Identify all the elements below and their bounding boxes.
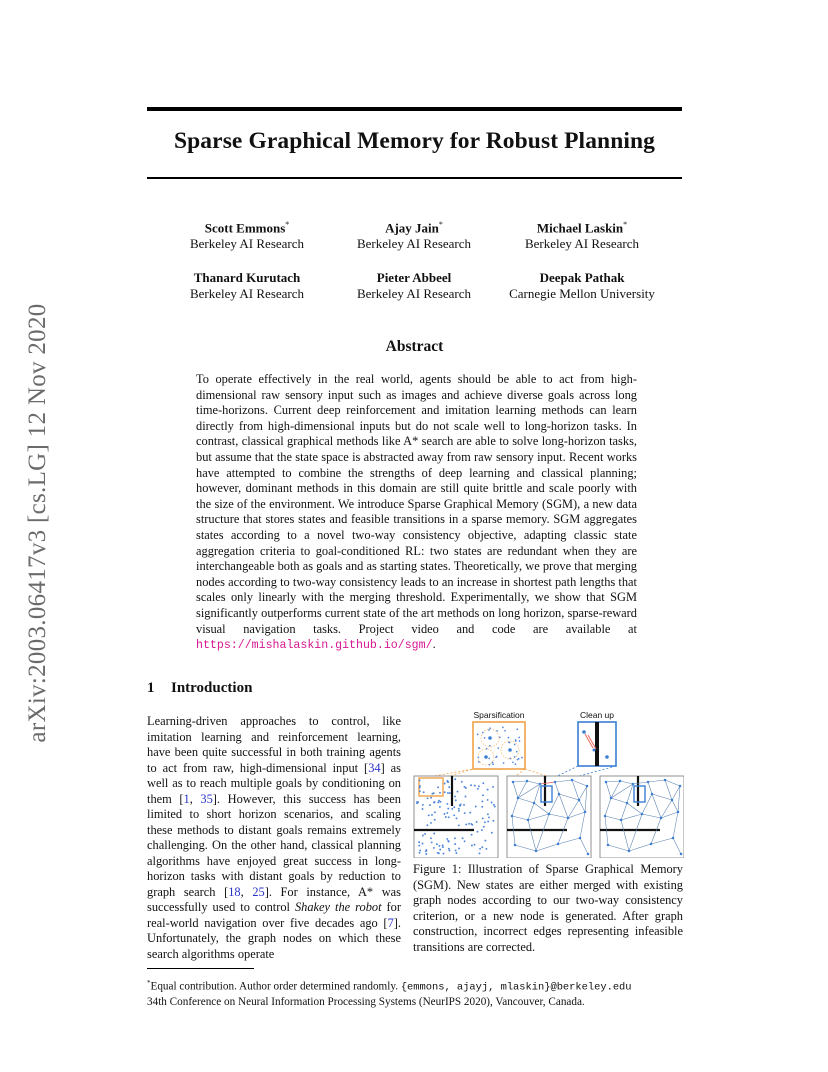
state-dot (446, 803, 448, 805)
graph-node (641, 813, 644, 816)
author-block (492, 270, 672, 302)
graph-node (679, 785, 682, 788)
state-dot (479, 848, 481, 850)
state-dot (471, 845, 473, 847)
graph-node (672, 837, 675, 840)
intro-text: Learning-driven approaches to control, like imitation learning and reinforcement learning, have been quite successful in both training agents to act from raw, high-dimensional input [ (147, 714, 401, 775)
state-dot (444, 783, 446, 785)
state-dot (419, 787, 421, 789)
graph-node (664, 779, 667, 782)
state-dot (449, 792, 451, 794)
state-dot (496, 730, 498, 732)
state-dot (481, 829, 483, 831)
graph-node (620, 819, 623, 822)
state-dot (465, 796, 467, 798)
state-dot (437, 801, 439, 803)
cleanup-zoom-panel (543, 722, 616, 783)
state-dot (514, 756, 516, 758)
graph-node (488, 736, 492, 740)
state-dot (470, 784, 472, 786)
intro-paragraph (147, 714, 401, 962)
intro-emphasis: Shakey the robot (294, 900, 382, 914)
state-dot (454, 843, 456, 845)
author-affiliation: Berkeley AI Research (524, 236, 640, 252)
state-dot (419, 850, 421, 852)
author-name: Thanard Kurutach (193, 270, 301, 285)
figure-label-sparsification: Sparsification (473, 710, 525, 720)
state-dot (482, 817, 484, 819)
graph-node (511, 815, 514, 818)
author-affiliation: Berkeley AI Research (356, 236, 472, 252)
state-dot (515, 740, 517, 742)
state-dot (436, 843, 438, 845)
figure-illustration (412, 708, 684, 858)
panel-sparse-graph (507, 776, 591, 858)
state-dot (508, 737, 510, 739)
footnote (147, 976, 682, 1009)
state-dot (470, 823, 472, 825)
graph-node (558, 793, 561, 796)
state-dot (463, 804, 465, 806)
state-dot (438, 845, 440, 847)
graph-node (680, 853, 683, 856)
intro-text: , (189, 791, 201, 806)
state-dot (474, 844, 476, 846)
state-dot (422, 843, 424, 845)
state-dot (437, 786, 439, 788)
footnote-emails: {emmons, ajayj, mlaskin}@berkeley.edu (400, 981, 632, 994)
state-dot (482, 732, 484, 734)
state-dot (454, 778, 456, 780)
state-dot (481, 800, 483, 802)
state-dot (460, 803, 462, 805)
state-dot (446, 838, 448, 840)
state-dot (475, 806, 477, 808)
state-dot (444, 791, 446, 793)
graph-node (535, 850, 538, 853)
abstract-end: . (432, 637, 436, 652)
state-dot (504, 730, 506, 732)
state-dot (418, 841, 420, 843)
figure-label-cleanup: Clean up (579, 710, 615, 720)
state-dot (492, 820, 494, 822)
citation-link[interactable]: 7 (387, 915, 394, 930)
title-bottom-rule (147, 177, 682, 179)
state-dot (422, 835, 424, 837)
state-dot (424, 833, 426, 835)
graph-node (628, 850, 631, 853)
state-dot (448, 848, 450, 850)
citation-link[interactable]: 1 (183, 791, 190, 806)
state-dot (489, 764, 491, 766)
state-dot (489, 727, 491, 729)
state-dot (497, 747, 499, 749)
state-dot (509, 758, 511, 760)
author-name: Ajay Jain (385, 220, 439, 236)
state-dot (487, 799, 489, 801)
graph-node (484, 755, 488, 759)
equal-contribution-mark: * (623, 220, 628, 229)
graph-node (512, 781, 515, 784)
state-dot (431, 793, 433, 795)
state-dot (495, 756, 497, 758)
state-dot (444, 813, 446, 815)
state-dot (465, 823, 467, 825)
panel-cleaned-graph (600, 776, 684, 858)
graph-node (526, 780, 529, 783)
state-dot (430, 797, 432, 799)
graph-node (527, 819, 530, 822)
state-dot (442, 846, 444, 848)
state-dot (430, 837, 432, 839)
author-affiliation: Berkeley AI Research (189, 286, 305, 301)
state-dot (433, 847, 435, 849)
sparsification-zoom-panel (423, 722, 553, 778)
state-dot (439, 806, 441, 808)
footnote-text: Equal contribution. Author order determined randomly. (150, 980, 399, 993)
state-dot (427, 797, 429, 799)
graph-node (605, 781, 608, 784)
panel-dense-states (414, 776, 498, 858)
citation-link[interactable]: 25 (252, 884, 265, 899)
state-dot (456, 817, 458, 819)
graph-node (651, 793, 654, 796)
abstract-text: To operate effectively in the real world, agents should be able to act from high-dimensional raw sensory input such as images and achieve diverse goals across long time-horizons. Current deep reinforcement and imitation learning methods can learn directly from high-dimensional inputs but do not scale well to long-horizon tasks. In contrast, classical graphical methods like A* search are able to solve long-horizon tasks, but assume that the state space is abstracted away from raw sensory input. Recent works have attempted to combine the strengths of deep learning and classical planning; however, dominant methods in this domain are still quite brittle and scale poorly with the size of the environment. We introduce Sparse Graphical Memory (SGM), a new data structure that stores states and feasible transitions in a sparse memory. SGM aggregates states according to a novel two-way consistency objective, adapting classic state aggregation criteria to goal-conditioned RL: two states are redundant when they are interchangeable both as goals and as starting states. Theoretically, we prove that merging nodes according to two-way consistency leads to an increase in shortest path lengths that scales only linearly with the merging threshold. Experimentally, we show that SGM significantly outperforms current state of the art methods on long horizon, sparse-reward visual navigation tasks. Project video and code are available at (196, 372, 637, 636)
state-dot (453, 806, 455, 808)
state-dot (479, 747, 481, 749)
citation-link[interactable]: 34 (368, 760, 381, 775)
state-dot (447, 781, 449, 783)
state-dot (431, 814, 433, 816)
state-dot (477, 788, 479, 790)
graph-node (571, 779, 574, 782)
state-dot (431, 841, 433, 843)
state-dot (446, 812, 448, 814)
state-dot (509, 742, 511, 744)
state-dot (502, 727, 504, 729)
venue-note: 34th Conference on Neural Information Processing Systems (NeurIPS 2020), Vancouver, Canada. (147, 995, 585, 1008)
state-dot (493, 804, 495, 806)
author-block (157, 217, 337, 252)
graph-node (508, 748, 512, 752)
state-dot (447, 840, 449, 842)
author-name: Michael Laskin (536, 220, 624, 236)
graph-node (539, 783, 542, 786)
state-dot (430, 822, 432, 824)
graph-node (660, 817, 663, 820)
state-dot (443, 853, 445, 855)
state-dot (429, 804, 431, 806)
graph-node (567, 817, 570, 820)
state-dot (448, 816, 450, 818)
state-dot (499, 736, 501, 738)
state-dot (462, 837, 464, 839)
state-dot (484, 821, 486, 823)
state-dot (484, 840, 486, 842)
graph-node (650, 843, 653, 846)
state-dot (478, 785, 480, 787)
state-dot (423, 791, 425, 793)
state-dot (516, 751, 518, 753)
state-dot (418, 845, 420, 847)
abstract-heading: Abstract (385, 338, 444, 355)
author-affiliation: Berkeley AI Research (356, 286, 472, 301)
state-dot (458, 810, 460, 812)
state-dot (433, 833, 435, 835)
state-dot (434, 801, 436, 803)
state-dot (485, 848, 487, 850)
state-dot (419, 779, 421, 781)
graph-node (626, 802, 629, 805)
author-name: Deepak Pathak (539, 270, 625, 285)
state-dot (447, 808, 449, 810)
graph-node (610, 797, 613, 800)
state-dot (419, 785, 421, 787)
state-dot (494, 806, 496, 808)
state-dot (449, 850, 451, 852)
state-dot (438, 852, 440, 854)
state-dot (434, 819, 436, 821)
state-dot (492, 762, 494, 764)
abstract-body (196, 372, 637, 654)
state-dot (487, 789, 489, 791)
section-number: 1 (147, 680, 155, 696)
graph-node (587, 853, 590, 856)
state-dot (518, 737, 520, 739)
state-dot (419, 790, 421, 792)
footnote-mark: * (147, 979, 151, 987)
state-dot (426, 824, 428, 826)
state-dot (479, 852, 481, 854)
state-dot (451, 808, 453, 810)
state-dot (461, 781, 463, 783)
graph-node (533, 802, 536, 805)
state-dot (482, 794, 484, 796)
intro-text: ]. However, this success has been limited to short horizon scenarios, and scaling these methods to distant goals remains extremely challenging. On the other hand, classical planning algorithms have enjoyed great success in long-horizon tasks with distant goals by reduction to graph search [ (147, 791, 401, 899)
author-affiliation: Carnegie Mellon University (509, 286, 655, 301)
state-dot (469, 812, 471, 814)
state-dot (492, 786, 494, 788)
graph-node (647, 781, 650, 784)
author-block (492, 217, 672, 252)
section-heading (147, 680, 252, 697)
state-dot (422, 808, 424, 810)
footnote-rule (147, 968, 254, 969)
state-dot (488, 758, 490, 760)
state-dot (457, 791, 459, 793)
state-dot (434, 811, 436, 813)
graph-node (632, 783, 635, 786)
graph-node (548, 813, 551, 816)
author-name: Scott Emmons (204, 220, 286, 236)
state-dot (425, 850, 427, 852)
project-link[interactable]: https://mishalaskin.github.io/sgm/ (196, 639, 433, 653)
state-dot (454, 795, 456, 797)
intro-text: , (240, 884, 253, 899)
figure-caption: Figure 1: Illustration of Sparse Graphical Memory (SGM). New states are either merged with existing graph nodes according to our two-way consistency criterion, or a new node is generated. After graph construction, incorrect edges representing infeasible transitions are corrected. (413, 862, 683, 954)
state-dot (471, 834, 473, 836)
state-dot (489, 745, 491, 747)
state-dot (481, 806, 483, 808)
state-dot (438, 800, 440, 802)
state-dot (488, 729, 490, 731)
state-dot (521, 757, 523, 759)
state-dot (442, 844, 444, 846)
graph-node (578, 799, 581, 802)
state-dot (516, 728, 518, 730)
state-dot (484, 737, 486, 739)
graph-node (671, 799, 674, 802)
title-top-rule (147, 107, 682, 111)
state-dot (478, 761, 480, 763)
graph-node (586, 785, 589, 788)
citation-link[interactable]: 35 (200, 791, 213, 806)
state-dot (448, 786, 450, 788)
state-dot (483, 826, 485, 828)
state-dot (465, 787, 467, 789)
arxiv-stamp: arXiv:2003.06417v3 [cs.LG] 12 Nov 2020 (24, 303, 51, 743)
graph-node (604, 815, 607, 818)
intro-text: ]. Unfortunately, the graph nodes on which these search algorithms operate (147, 915, 401, 961)
state-dot (487, 821, 489, 823)
state-dot (517, 759, 519, 761)
state-dot (486, 748, 488, 750)
state-dot (474, 785, 476, 787)
state-dot (487, 813, 489, 815)
state-dot (514, 744, 516, 746)
state-dot (492, 763, 494, 765)
state-dot (455, 849, 457, 851)
graph-node (677, 811, 680, 814)
author-affiliation: Berkeley AI Research (189, 236, 305, 252)
author-name: Pieter Abbeel (376, 270, 452, 285)
state-dot (481, 846, 483, 848)
state-dot (519, 740, 521, 742)
state-dot (464, 840, 466, 842)
graph-node (514, 844, 517, 847)
graph-node (619, 780, 622, 783)
state-dot (416, 801, 418, 803)
state-dot (419, 852, 421, 854)
citation-link[interactable]: 18 (228, 884, 241, 899)
state-dot (425, 853, 427, 855)
state-dot (455, 799, 457, 801)
graph-node (607, 844, 610, 847)
state-dot (458, 848, 460, 850)
state-dot (439, 849, 441, 851)
state-dot (458, 824, 460, 826)
graph-node (554, 781, 557, 784)
graph-node (557, 843, 560, 846)
author-block (157, 270, 337, 302)
state-dot (477, 734, 479, 736)
state-dot (455, 852, 457, 854)
state-dot (458, 808, 460, 810)
author-block (324, 217, 504, 252)
state-dot (482, 782, 484, 784)
state-dot (445, 816, 447, 818)
state-dot (503, 762, 505, 764)
state-dot (477, 831, 479, 833)
author-block (324, 270, 504, 302)
state-dot (464, 812, 466, 814)
intro-text: for real-world navigation over five decades ago [ (147, 900, 401, 930)
state-dot (453, 814, 455, 816)
state-dot (515, 763, 517, 765)
intro-text: ] as well as to reach multiple goals by conditioning on them [ (147, 760, 401, 806)
state-dot (478, 757, 480, 759)
graph-node (517, 797, 520, 800)
graph-node (584, 811, 587, 814)
state-dot (491, 802, 493, 804)
state-dot (428, 814, 430, 816)
equal-contribution-mark: * (285, 220, 290, 229)
paper-title: Sparse Graphical Memory for Robust Planning (173, 128, 656, 154)
section-title: Introduction (171, 680, 253, 696)
state-dot (422, 804, 424, 806)
state-dot (512, 761, 514, 763)
state-dot (468, 823, 470, 825)
state-dot (476, 821, 478, 823)
state-dot (491, 832, 493, 834)
equal-contribution-mark: * (438, 220, 443, 229)
state-dot (454, 837, 456, 839)
intro-text: ]. For instance, A* was successfully used to control (147, 884, 401, 914)
state-dot (447, 792, 449, 794)
graph-node (579, 837, 582, 840)
state-dot (488, 816, 490, 818)
state-dot (439, 792, 441, 794)
